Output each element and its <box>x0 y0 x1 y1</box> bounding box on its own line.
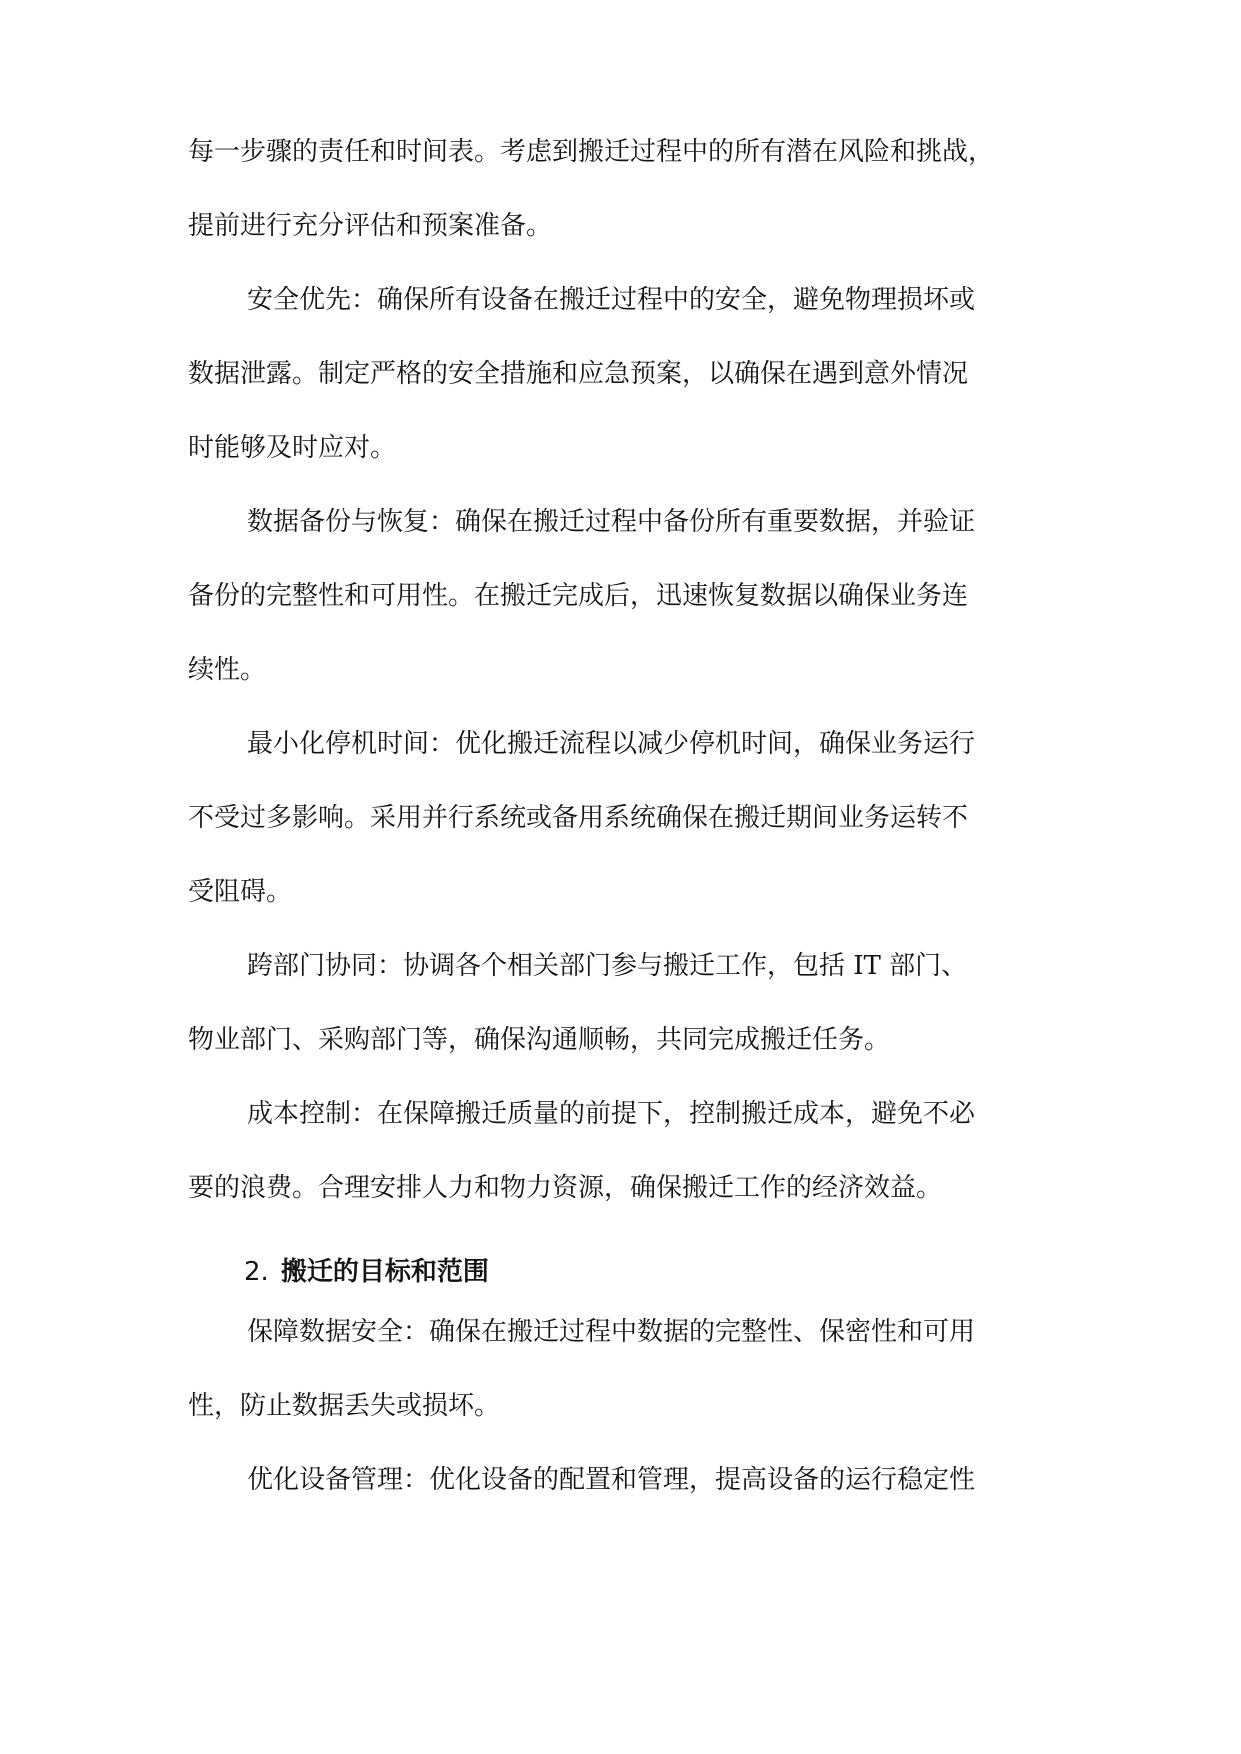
paragraph-line: 优化设备管理：优化设备的配置和管理，提高设备的运行稳定性 <box>247 1465 976 1495</box>
paragraph-line: 性，防止数据丢失或损坏。 <box>188 1391 501 1421</box>
paragraph-line: 提前进行充分评估和预案准备。 <box>188 211 553 241</box>
paragraph-line: 数据备份与恢复：确保在搬迁过程中备份所有重要数据，并验证 <box>247 507 976 537</box>
paragraph-line: 备份的完整性和可用性。在搬迁完成后，迅速恢复数据以确保业务连 <box>188 581 969 611</box>
paragraph-intro <box>188 135 1093 283</box>
paragraph-backup <box>188 505 1093 727</box>
paragraph-line: 物业部门、采购部门等，确保沟通顺畅，共同完成搬迁任务。 <box>188 1025 891 1055</box>
paragraph-line: 要的浪费。合理安排人力和物力资源，确保搬迁工作的经济效益。 <box>188 1173 943 1203</box>
paragraph-line: 跨部门协同：协调各个相关部门参与搬迁工作，包括 IT 部门、 <box>247 951 968 981</box>
paragraph-safety <box>188 283 1093 505</box>
paragraph-data-security <box>188 1315 1093 1463</box>
paragraph-line: 时能够及时应对。 <box>188 433 397 463</box>
paragraph-line: 保障数据安全：确保在搬迁过程中数据的完整性、保密性和可用 <box>247 1317 976 1347</box>
paragraph-line: 每一步骤的责任和时间表。考虑到搬迁过程中的所有潜在风险和挑战， <box>188 137 995 167</box>
section-heading-number: 2. <box>244 1257 269 1287</box>
paragraph-line: 续性。 <box>188 655 267 685</box>
paragraph-line: 数据泄露。制定严格的安全措施和应急预案，以确保在遇到意外情况 <box>188 359 969 389</box>
section-heading <box>188 1255 1093 1315</box>
paragraph-line: 不受过多影响。采用并行系统或备用系统确保在搬迁期间业务运转不 <box>188 803 969 833</box>
paragraph-cost <box>188 1097 1093 1245</box>
paragraph-line: 最小化停机时间：优化搬迁流程以减少停机时间，确保业务运行 <box>247 729 976 759</box>
paragraph-equipment-management <box>188 1463 1093 1537</box>
paragraph-line: 成本控制：在保障搬迁质量的前提下，控制搬迁成本，避免不必 <box>247 1099 976 1129</box>
paragraph-line: 安全优先：确保所有设备在搬迁过程中的安全，避免物理损坏或 <box>247 285 976 315</box>
paragraph-downtime <box>188 727 1093 949</box>
paragraph-collaboration <box>188 949 1093 1097</box>
paragraph-line: 受阻碍。 <box>188 877 293 907</box>
section-heading-title: 搬迁的目标和范围 <box>280 1257 489 1287</box>
document-body <box>188 135 1093 1537</box>
